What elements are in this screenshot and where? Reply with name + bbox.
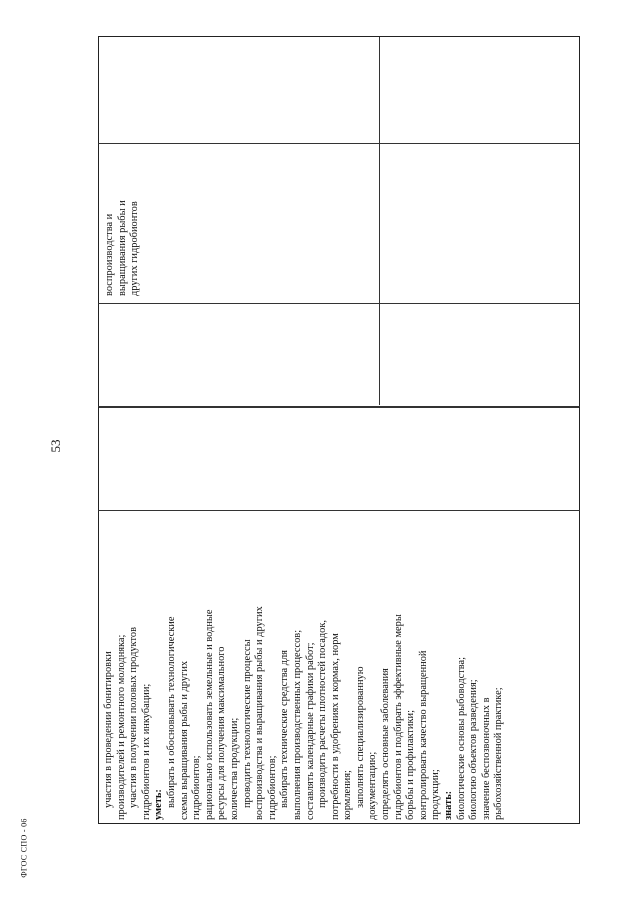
competency-line: биологические основы рыбоводства; xyxy=(455,656,467,820)
competency-line: производить расчеты плотностей посадок, xyxy=(317,619,329,808)
competency-line: определять основные заболевания xyxy=(380,668,392,820)
competency-line: проводить технологические процессы xyxy=(241,639,253,808)
grid-h-1 xyxy=(98,143,580,144)
competency-line: рационально использовать земельные и водные xyxy=(203,609,215,820)
competency-line: схемы выращивания рыбы и других xyxy=(178,660,190,820)
competency-line: гидробионтов и подбирать эффективные меры xyxy=(392,614,404,820)
competency-line: уметь: xyxy=(153,789,165,820)
competency-line: гидробионтов и их инкубации; xyxy=(140,683,152,820)
competency-line: производителей и ремонтного молодняка; xyxy=(115,634,127,820)
competency-line: участия в проведении бонитировки xyxy=(103,651,114,808)
competency-line: выбирать и обосновывать технологические xyxy=(165,616,177,808)
table-grid xyxy=(98,36,580,824)
competency-line: биологию объектов разведения; xyxy=(468,679,480,820)
competency-line: гидробионтов; xyxy=(191,755,203,820)
competency-line: воспроизводства и выращивания рыбы и других xyxy=(254,606,266,820)
competency-line: выбирать технические средства для xyxy=(279,650,291,808)
module-title-line: других гидробионтов xyxy=(129,201,141,296)
competency-line: контролировать качество выращенной xyxy=(417,650,429,820)
page-number-text: 53 xyxy=(48,439,63,453)
competency-line: участия в получении половых продуктов xyxy=(128,627,140,808)
module-title-line: выращивания рыбы и xyxy=(116,200,128,296)
module-title-line: воспроизводства и xyxy=(104,213,115,296)
competency-line: документацию; xyxy=(367,751,379,820)
competency-line: борьбы и профилактики; xyxy=(405,710,417,820)
grid-h-4 xyxy=(98,510,580,511)
competency-line: гидробионтов; xyxy=(266,755,278,820)
competency-line: заполнять специализированную xyxy=(354,666,366,808)
competency-line: рыбохозяйственной практике; xyxy=(493,687,505,820)
competency-line: количества продукции; xyxy=(228,717,240,820)
competency-line: значение беспозвоночных в xyxy=(480,697,492,820)
competency-line: выполнения производственных процессов; xyxy=(291,629,303,820)
competency-line: потребности в удобрениях и кормах, норм xyxy=(329,633,341,820)
competency-line: продукции; xyxy=(430,769,442,820)
competency-line: составлять календарные графики работ; xyxy=(304,642,316,820)
competency-line: ресурсы для получения максимального xyxy=(216,646,228,820)
grid-h-2 xyxy=(98,303,580,304)
competency-line: кормления; xyxy=(342,770,354,820)
document-code-text: ФГОС СПО - 06 xyxy=(19,818,29,878)
grid-h-3 xyxy=(98,406,580,407)
competency-line: знать: xyxy=(443,790,455,820)
